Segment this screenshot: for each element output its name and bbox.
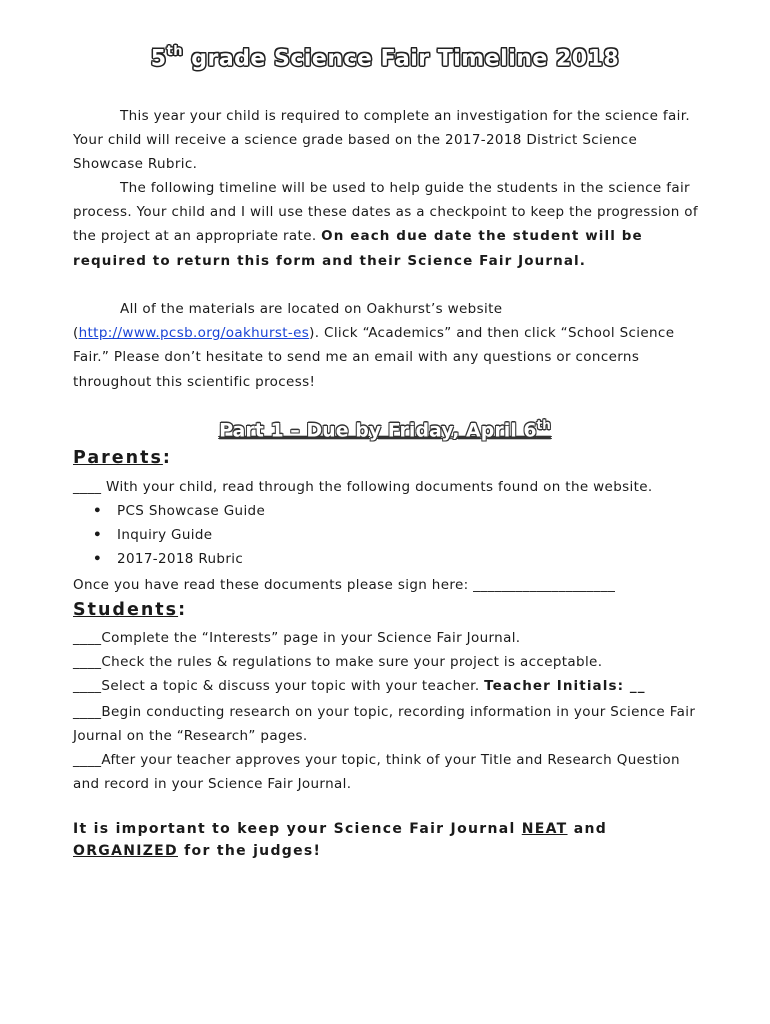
intro-paragraph-2 <box>73 176 703 273</box>
closing-text-1: It is important to keep your Science Fair Journal <box>73 821 522 837</box>
students-heading-text: Students <box>73 600 179 620</box>
document-list-item <box>93 503 265 519</box>
intro-p2-text: The following timeline will be used to help guide the students in the science fair process. Your child and I will use these dates as a checkpoint to keep the progression of the project at an appropriate rate. <box>73 180 698 245</box>
page-title <box>0 46 770 71</box>
parents-intro-line: ____ With your child, read through the following documents found on the website. <box>73 479 653 495</box>
closing-organized: ORGANIZED <box>73 843 178 859</box>
part-1-heading-text: Part 1 – Due by Friday, April 6 <box>219 419 537 442</box>
parents-heading-colon: : <box>162 448 172 468</box>
student-task-topic-text: ____Select a topic & discuss your topic with your teacher. <box>73 678 485 694</box>
closing-text-3: for the judges! <box>177 843 322 859</box>
intro-p3-pre: All of the materials are located on Oakhurst’s website ( <box>73 301 503 342</box>
document-name: 2017-2018 Rubric <box>117 551 244 567</box>
bullet-icon: • <box>93 551 102 567</box>
student-task-research: ____Begin conducting research on your topic, recording information in your Science Fair Journal on the “Research” pages. <box>73 704 696 745</box>
parent-signature-line[interactable]: Once you have read these documents please sign here: ____________________ <box>73 577 616 593</box>
intro-p3-post: ). Click “Academics” and then click “School Science Fair.” Please don’t hesitate to send me an email with any questions or concerns throughout this scientific process! <box>73 325 675 390</box>
title-superscript: th <box>166 44 184 59</box>
teacher-initials-field[interactable]: Teacher Initials: __ <box>484 678 646 694</box>
closing-neat: NEAT <box>521 821 568 837</box>
student-task-question: ____After your teacher approves your topic, think of your Title and Research Question and record in your Science Fair Journal. <box>73 752 680 793</box>
student-task-rules: ____Check the rules & regulations to make sure your project is acceptable. <box>73 654 603 670</box>
student-task-interests: ____Complete the “Interests” page in your Science Fair Journal. <box>73 630 521 646</box>
bullet-icon: • <box>93 503 102 519</box>
document-list-item <box>93 551 243 567</box>
closing-reminder <box>73 818 713 862</box>
closing-text-2: and <box>567 821 608 837</box>
document-name: PCS Showcase Guide <box>117 503 266 519</box>
document-name: Inquiry Guide <box>117 527 213 543</box>
title-prefix: 5 <box>150 46 167 72</box>
students-heading-colon: : <box>178 600 188 620</box>
part-1-heading-sup: th <box>536 418 551 432</box>
intro-paragraph-3 <box>73 297 703 394</box>
parents-heading-text: Parents <box>73 448 163 468</box>
title-text: grade Science Fair Timeline 2018 <box>183 46 620 72</box>
parents-heading <box>73 448 172 468</box>
students-heading <box>73 600 187 620</box>
part-1-heading <box>0 418 770 441</box>
intro-paragraph-1: This year your child is required to complete an investigation for the science fair. Your child will receive a science grade based on the 2017-2018 District Science Showcase Rubric. <box>73 108 691 173</box>
bullet-icon: • <box>93 527 102 543</box>
document-list-item <box>93 527 212 543</box>
student-task-topic <box>73 678 713 694</box>
intro-p2-bold: On each due date the student will be required to return this form and their Science Fair Journal. <box>73 228 643 269</box>
website-link[interactable]: http://www.pcsb.org/oakhurst-es <box>78 325 310 342</box>
